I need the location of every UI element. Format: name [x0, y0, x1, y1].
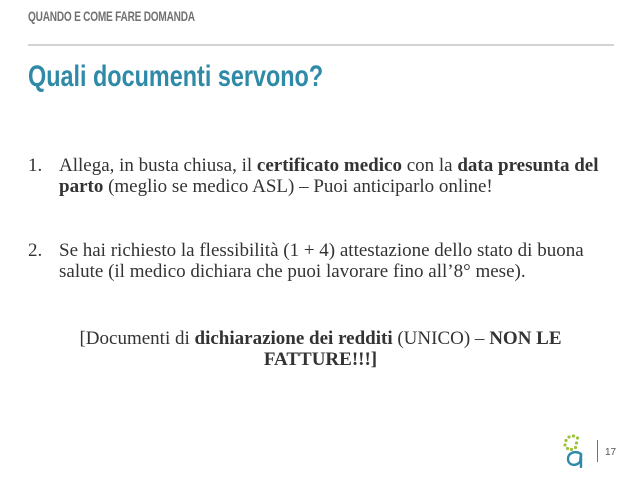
header-divider	[28, 44, 614, 46]
text-segment: (meglio se medico ASL) – Puoi anticiparlo online!	[103, 176, 493, 197]
text-segment: Allega, in busta chiusa, il	[59, 155, 257, 176]
section-label: QUANDO E COME FARE DOMANDA	[28, 8, 195, 24]
text-segment: [Documenti di	[79, 328, 195, 349]
stylized-a-logo-icon	[560, 434, 590, 468]
text-segment: (UNICO) –	[392, 328, 490, 349]
bold-text-certificato: certificato medico	[256, 155, 402, 176]
note-text	[28, 328, 613, 370]
footer-divider	[597, 440, 598, 462]
bold-text-data-parto: data presunta del parto	[59, 155, 599, 197]
page-number: 17	[605, 447, 617, 458]
page-title: Quali documenti servono?	[28, 60, 324, 93]
list-item	[28, 155, 613, 197]
bold-text-fatture: NON LE FATTURE!!!]	[263, 328, 562, 370]
list-item-text: Se hai richiesto la flessibilità (1 + 4) attestazione dello stato di buona salute (il medico dichiara che puoi lavorare fino all’8° mese).	[59, 240, 584, 282]
list-item	[28, 240, 613, 282]
text-segment: con la	[401, 155, 458, 176]
list-item-text	[59, 155, 613, 197]
list-number: 2.	[28, 240, 43, 261]
bold-text-redditi: dichiarazione dei redditi	[194, 328, 393, 349]
list-number: 1.	[28, 155, 43, 176]
